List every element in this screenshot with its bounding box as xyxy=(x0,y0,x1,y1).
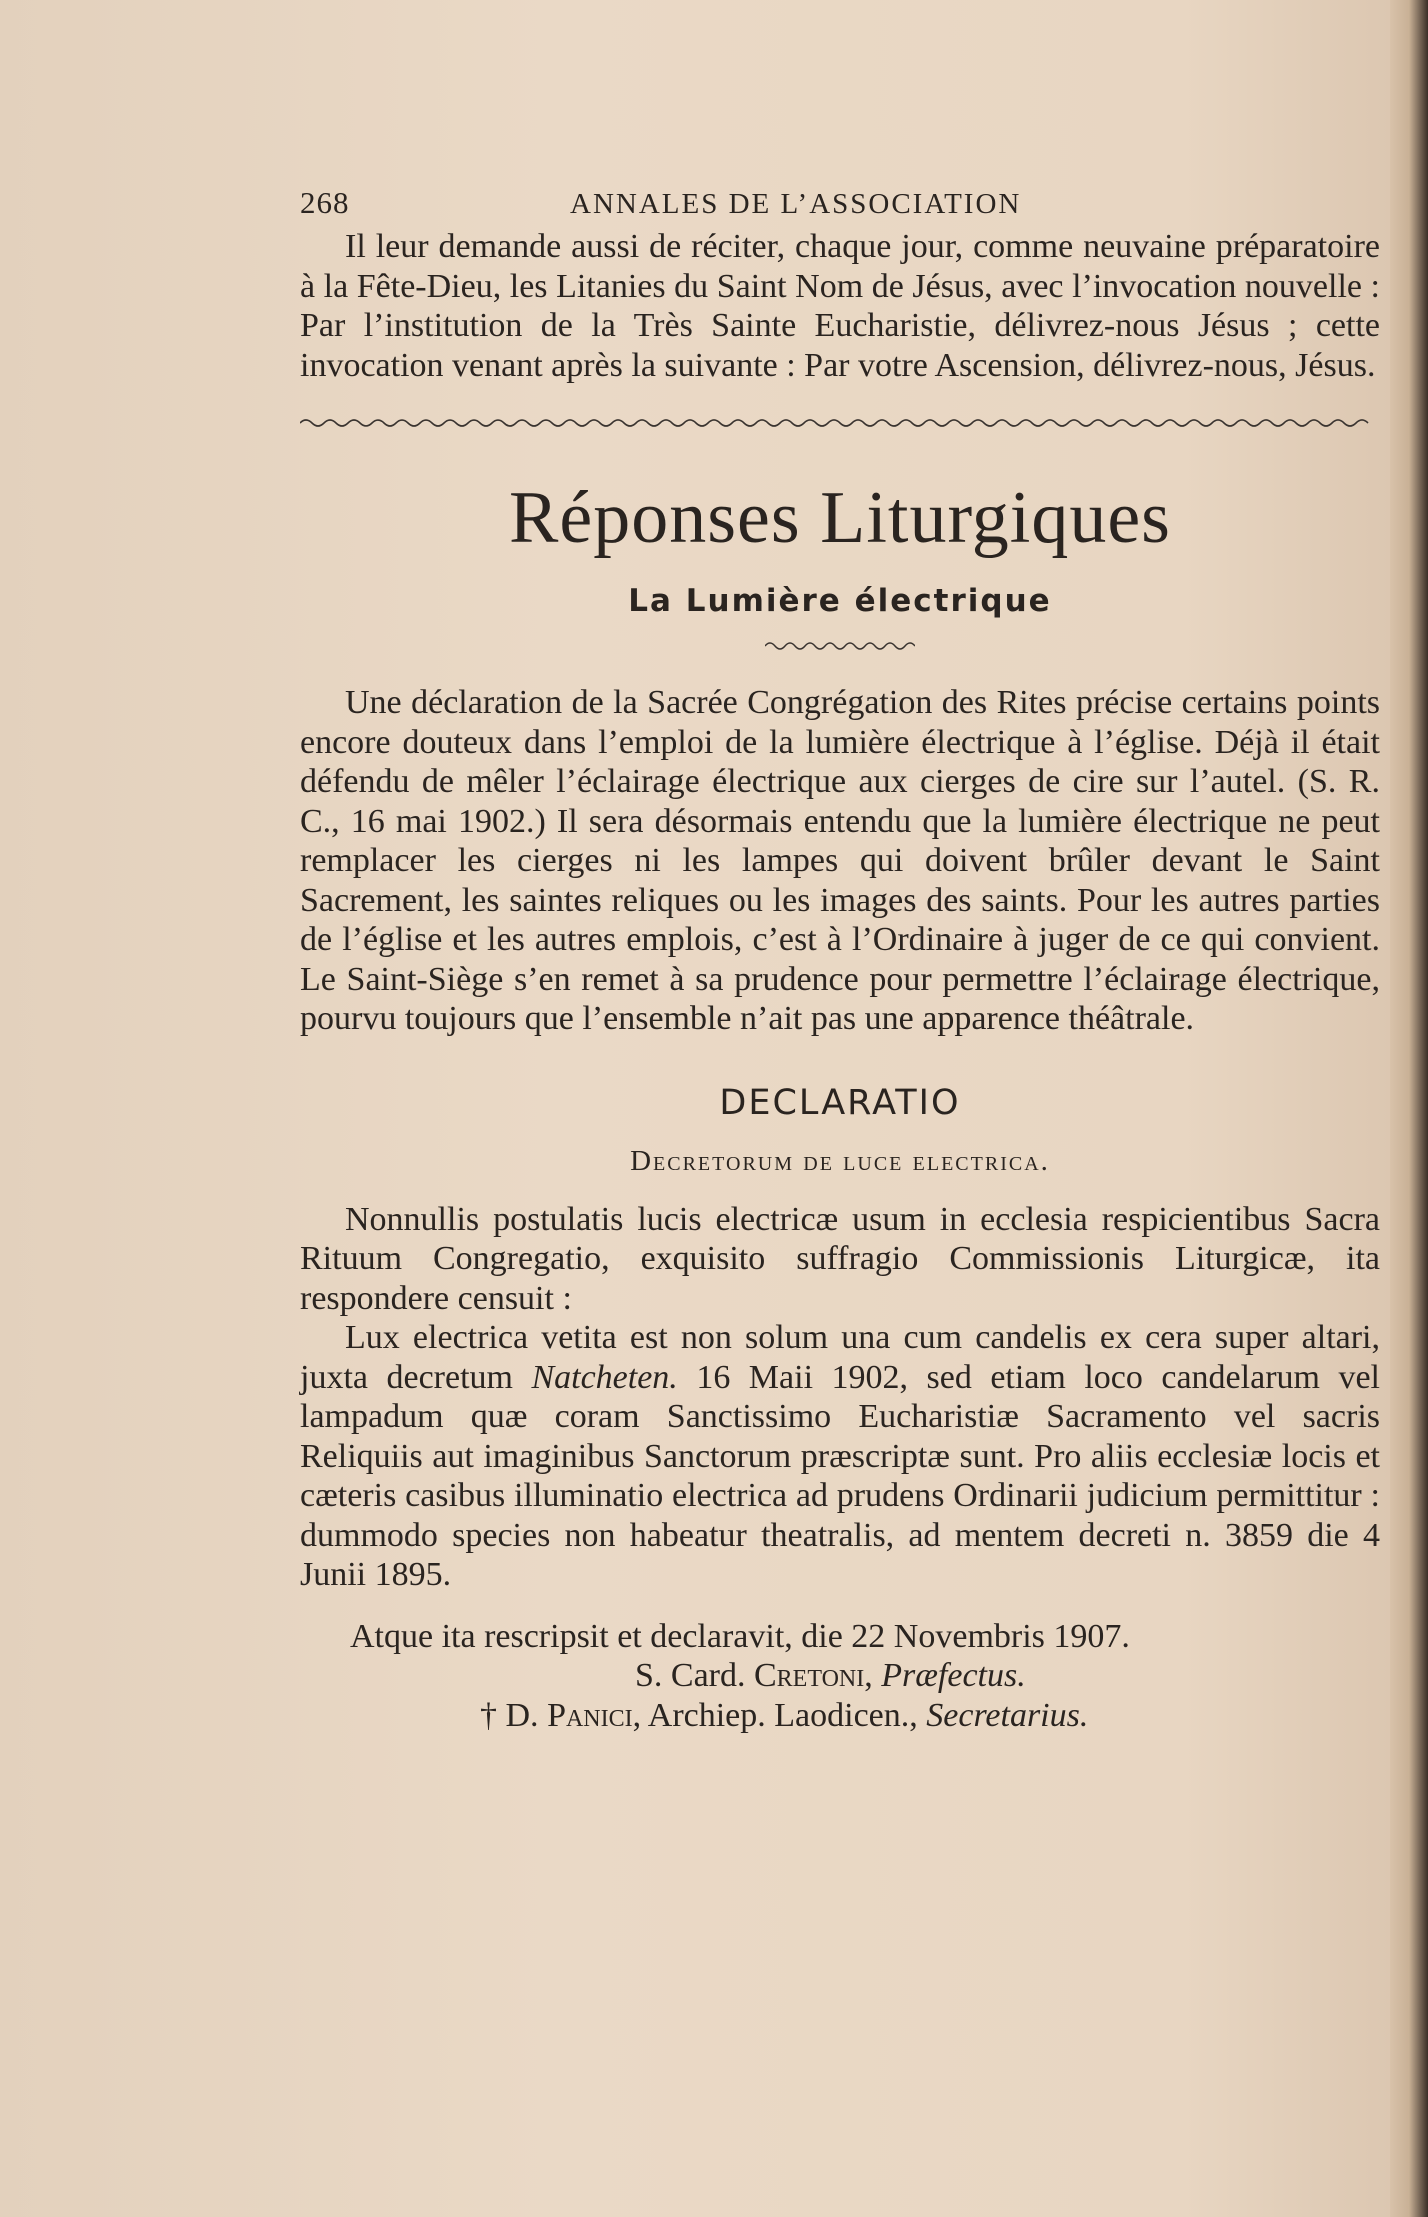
wavy-divider xyxy=(300,415,1370,431)
decree-text-a: Lux electrica vetita est non solum una cum candelis ex cera super altari, juxta decretum xyxy=(300,1319,1380,1396)
book-spine xyxy=(1390,0,1428,2217)
declaratio-title: DECLARATIO xyxy=(719,1082,961,1123)
signature-prefect xyxy=(300,1656,1380,1696)
section-title: Réponses Liturgiques xyxy=(509,477,1171,559)
section-body: Une déclaration de la Sacrée Congrégation des Rites précise certains points encore douteux dans l’emploi de la lumière électrique à l’église. Déjà il était défendu de mêler l’éclairage électrique aux cierges de cire sur l’autel. (S. R. C., 16 mai 1902.) Il sera désormais entendu que la lumière électrique ne peut remplacer les cierges ni les lampes qui doivent brûler devant le Saint Sacrement, les saintes reliques ou les images des saints. Pour les autres parties de l’église et les autres emplois, c’est à l’Ordinaire à juger de ce qui convient. Le Saint-Siège s’en remet à sa prudence pour permettre l’éclairage électrique, pourvu toujours que l’ensemble n’ait pas une apparence théâtrale. xyxy=(300,684,1380,1037)
closing-line: Atque ita rescripsit et declaravit, die 22 Novembris 1907. xyxy=(350,1617,1130,1655)
intro-paragraph: Il leur demande aussi de réciter, chaque jour, comme neuvaine préparatoire à la Fête-Dieu, les Litanies du Saint Nom de Jésus, avec l’invocation nouvelle : Par l’institution de la Très Sainte Eucharistie, délivrez-nous Jésus ; cette invocation venant après la suivante : Par votre Ascension, délivrez-nous, Jésus. xyxy=(300,228,1380,384)
sig2-prefix: † D. xyxy=(480,1696,539,1734)
sig2-role: Secretarius. xyxy=(926,1696,1089,1734)
decree-reference: Natcheten. xyxy=(531,1358,678,1396)
page-number: 268 xyxy=(300,185,350,220)
sig1-name: Cretoni, xyxy=(754,1657,873,1694)
running-head xyxy=(300,185,1380,221)
page-content xyxy=(300,185,1380,1735)
declaratio-paragraph-2 xyxy=(300,1318,1380,1595)
sig1-prefix: S. Card. xyxy=(635,1657,746,1694)
decree-text-b: 16 Maii 1902, sed etiam loco candelarum vel lampadum quæ coram Sanctissimo Eucharistiæ Sacramento vel sacris Reliquiis aut imaginibus Sanctorum præscriptæ sunt. Pro aliis ecclesiæ locis et cæteris casibus illuminatio electrica ad prudens Ordinarii judicium permittitur : dummodo species non habeatur theatralis, ad mentem decreti n. 3859 die 4 Junii 1895. xyxy=(300,1358,1380,1593)
sig2-middle: Archiep. Laodicen., xyxy=(647,1696,918,1734)
signature-secretary xyxy=(300,1696,1380,1736)
small-ornament xyxy=(300,639,1380,657)
declaratio-paragraph-1: Nonnullis postulatis lucis electricæ usum in ecclesia respicientibus Sacra Rituum Congregatio, exquisito suffragio Commissionis Liturgicæ, ita respondere censuit : xyxy=(300,1200,1380,1317)
sig2-name: Panici, xyxy=(547,1696,642,1734)
running-title: ANNALES DE L’ASSOCIATION xyxy=(570,188,1022,220)
declaratio-subtitle: Decretorum de luce electrica. xyxy=(630,1144,1050,1177)
section-subtitle: La Lumière électrique xyxy=(628,583,1052,619)
sig1-role: Præfectus. xyxy=(881,1657,1026,1694)
